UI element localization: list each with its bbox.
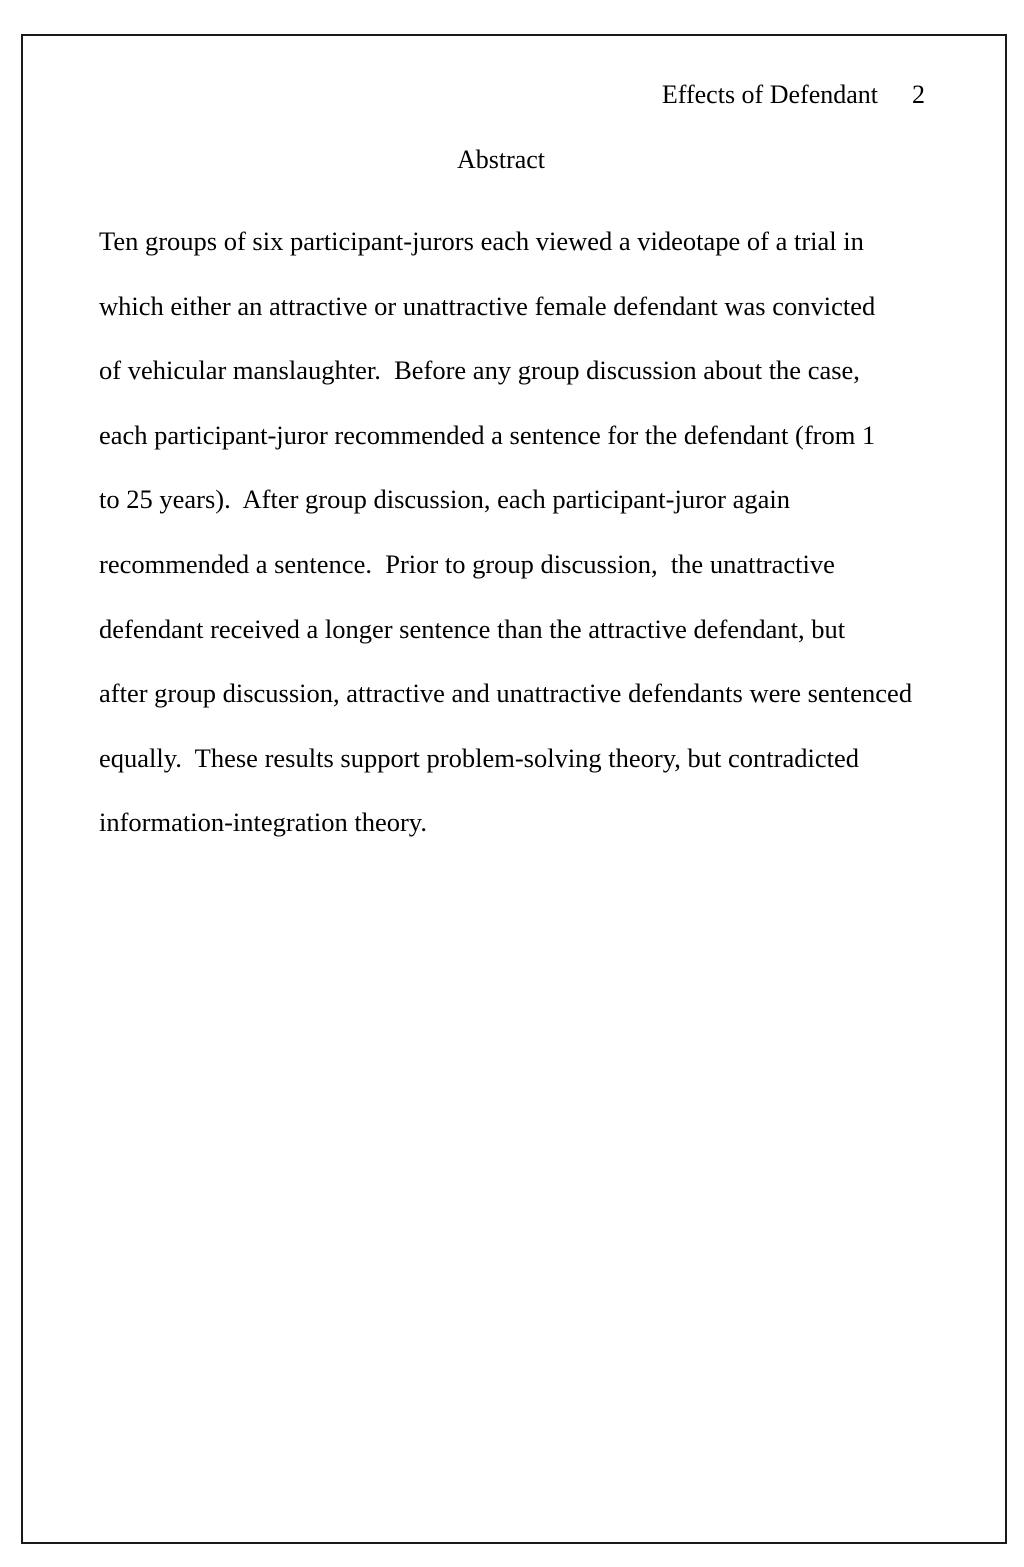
abstract-heading: Abstract: [456, 145, 546, 174]
abstract-line: information-integration theory.: [99, 807, 427, 838]
abstract-line: defendant received a longer sentence than the attractive defendant, but: [99, 613, 846, 644]
abstract-line: to 25 years). After group discussion, each participant-juror again: [99, 484, 790, 515]
abstract-line: of vehicular manslaughter. Before any group discussion about the case,: [99, 355, 860, 386]
abstract-line: equally. These results support problem-solving theory, but contradicted: [99, 742, 859, 773]
abstract-body: [99, 209, 999, 855]
document-page: [21, 34, 1007, 1544]
abstract-line: after group discussion, attractive and unattractive defendants were sentenced: [99, 678, 913, 709]
page-number: 2: [912, 80, 925, 109]
running-head: [662, 80, 925, 110]
abstract-line: each participant-juror recommended a sentence for the defendant (from 1: [99, 419, 876, 450]
running-head-title: Effects of Defendant: [661, 80, 878, 109]
abstract-line: Ten groups of six participant-jurors each viewed a videotape of a trial in: [99, 226, 864, 256]
abstract-line: recommended a sentence. Prior to group discussion, the unattractive: [99, 548, 835, 579]
abstract-line: which either an attractive or unattractive female defendant was convicted: [99, 290, 876, 321]
